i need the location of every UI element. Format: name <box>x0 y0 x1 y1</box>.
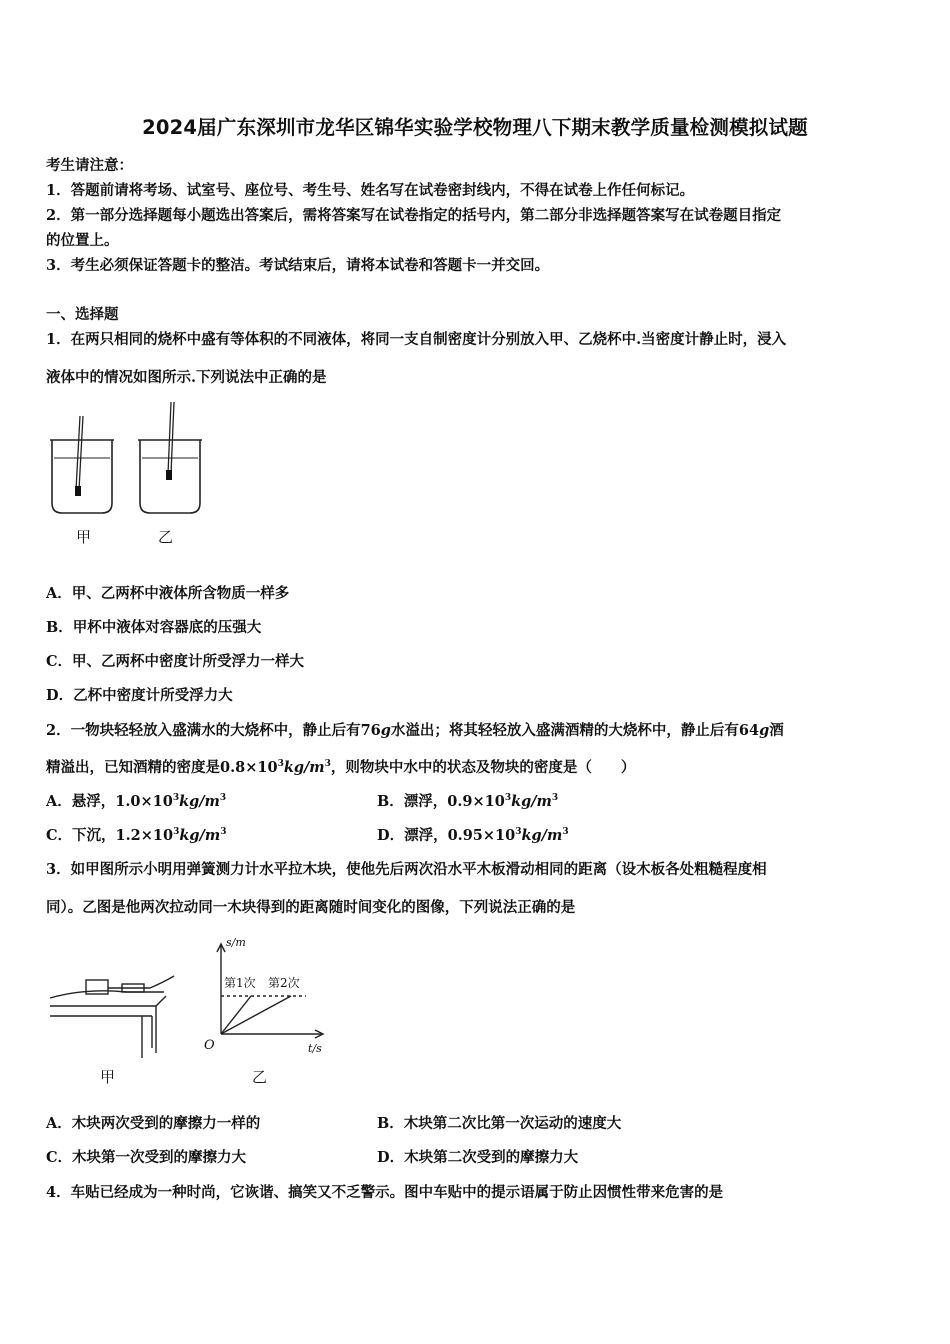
question-4-text: 4．车贴已经成为一种时尚，它诙谐、搞笑又不乏警示。图中车贴中的提示语属于防止因惯性带来危害的是 <box>46 1184 724 1201</box>
page-title: 2024届广东深圳市龙华区锦华实验学校物理八下期末教学质量检测模拟试题 <box>142 116 808 139</box>
figure-label-jia: 甲 <box>100 1068 116 1086</box>
question-3-text: 同）。乙图是他两次拉动同一木块得到的距离随时间变化的图像，下列说法正确的是 <box>46 899 576 916</box>
question-2-text: 精溢出，已知酒精的密度是$0.8\times 10^3kg/m^3$，则物块中水中的状态及物块的密度是（ ） <box>46 759 636 776</box>
q1-option-a: A．甲、乙两杯中液体所含物质一样多 <box>46 585 290 602</box>
notice-item: 1．答题前请将考场、试室号、座位号、考生号、姓名写在试卷密封线内，不得在试卷上作任何标记。 <box>46 182 695 199</box>
q3-option-b: B．木块第二次比第一次运动的速度大 <box>377 1115 622 1132</box>
q1-option-d: D．乙杯中密度计所受浮力大 <box>46 687 233 704</box>
notice-item: 3．考生必须保证答题卡的整洁。考试结束后，请将本试卷和答题卡一并交回。 <box>46 257 550 274</box>
figure-label-yi: 乙 <box>252 1068 268 1086</box>
question-3-figure <box>46 928 346 1088</box>
notice-item: 的位置上。 <box>46 232 119 249</box>
figure-label-yi: 乙 <box>158 528 174 546</box>
graph-origin: O <box>204 1038 215 1053</box>
q2-option-d: D．漂浮，$0.95\times 10^3kg/m^3$ <box>377 827 569 844</box>
q1-option-b: B．甲杯中液体对容器底的压强大 <box>46 619 262 636</box>
beakers-illustration <box>46 398 216 548</box>
q2-option-a: A．悬浮，$1.0\times 10^3kg/m^3$ <box>46 793 227 810</box>
graph-series-1: 第1次 <box>224 976 256 990</box>
figure-label-jia: 甲 <box>76 528 92 546</box>
graph-y-label: s/m <box>226 936 246 949</box>
q1-option-c: C．甲、乙两杯中密度计所受浮力一样大 <box>46 653 305 670</box>
question-1-figure <box>46 398 216 548</box>
q3-option-a: A．木块两次受到的摩擦力一样的 <box>46 1115 261 1132</box>
question-1-text: 液体中的情况如图所示.下列说法中正确的是 <box>46 369 327 386</box>
q3-option-d: D．木块第二次受到的摩擦力大 <box>377 1149 579 1166</box>
graph-series-2: 第2次 <box>268 976 300 990</box>
q3-option-c: C．木块第一次受到的摩擦力大 <box>46 1149 247 1166</box>
q2-option-c: C．下沉，$1.2\times 10^3kg/m^3$ <box>46 827 227 844</box>
q2-option-b: B．漂浮，$0.9\times 10^3kg/m^3$ <box>377 793 559 810</box>
question-3-text: 3．如甲图所示小明用弹簧测力计水平拉木块，使他先后两次沿水平木板滑动相同的距离（设木板各处粗糙程度相 <box>46 861 767 878</box>
graph-x-label: t/s <box>308 1042 322 1055</box>
question-1-text: 1．在两只相同的烧杯中盛有等体积的不同液体，将同一支自制密度计分别放入甲、乙烧杯中.当密度计静止时，浸入 <box>46 331 787 348</box>
notice-item: 2．第一部分选择题每小题选出答案后，需将答案写在试卷指定的括号内，第二部分非选择题答案写在试卷题目指定 <box>46 207 782 224</box>
question-2-text: 2．一物块轻轻放入盛满水的大烧杯中，静止后有76g水溢出；将其轻轻放入盛满酒精的大烧杯中，静止后有64g酒 <box>46 722 784 739</box>
experiment-and-graph <box>46 928 346 1088</box>
section-heading: 一、选择题 <box>46 306 119 323</box>
notice-heading: 考生请注意： <box>46 157 133 174</box>
